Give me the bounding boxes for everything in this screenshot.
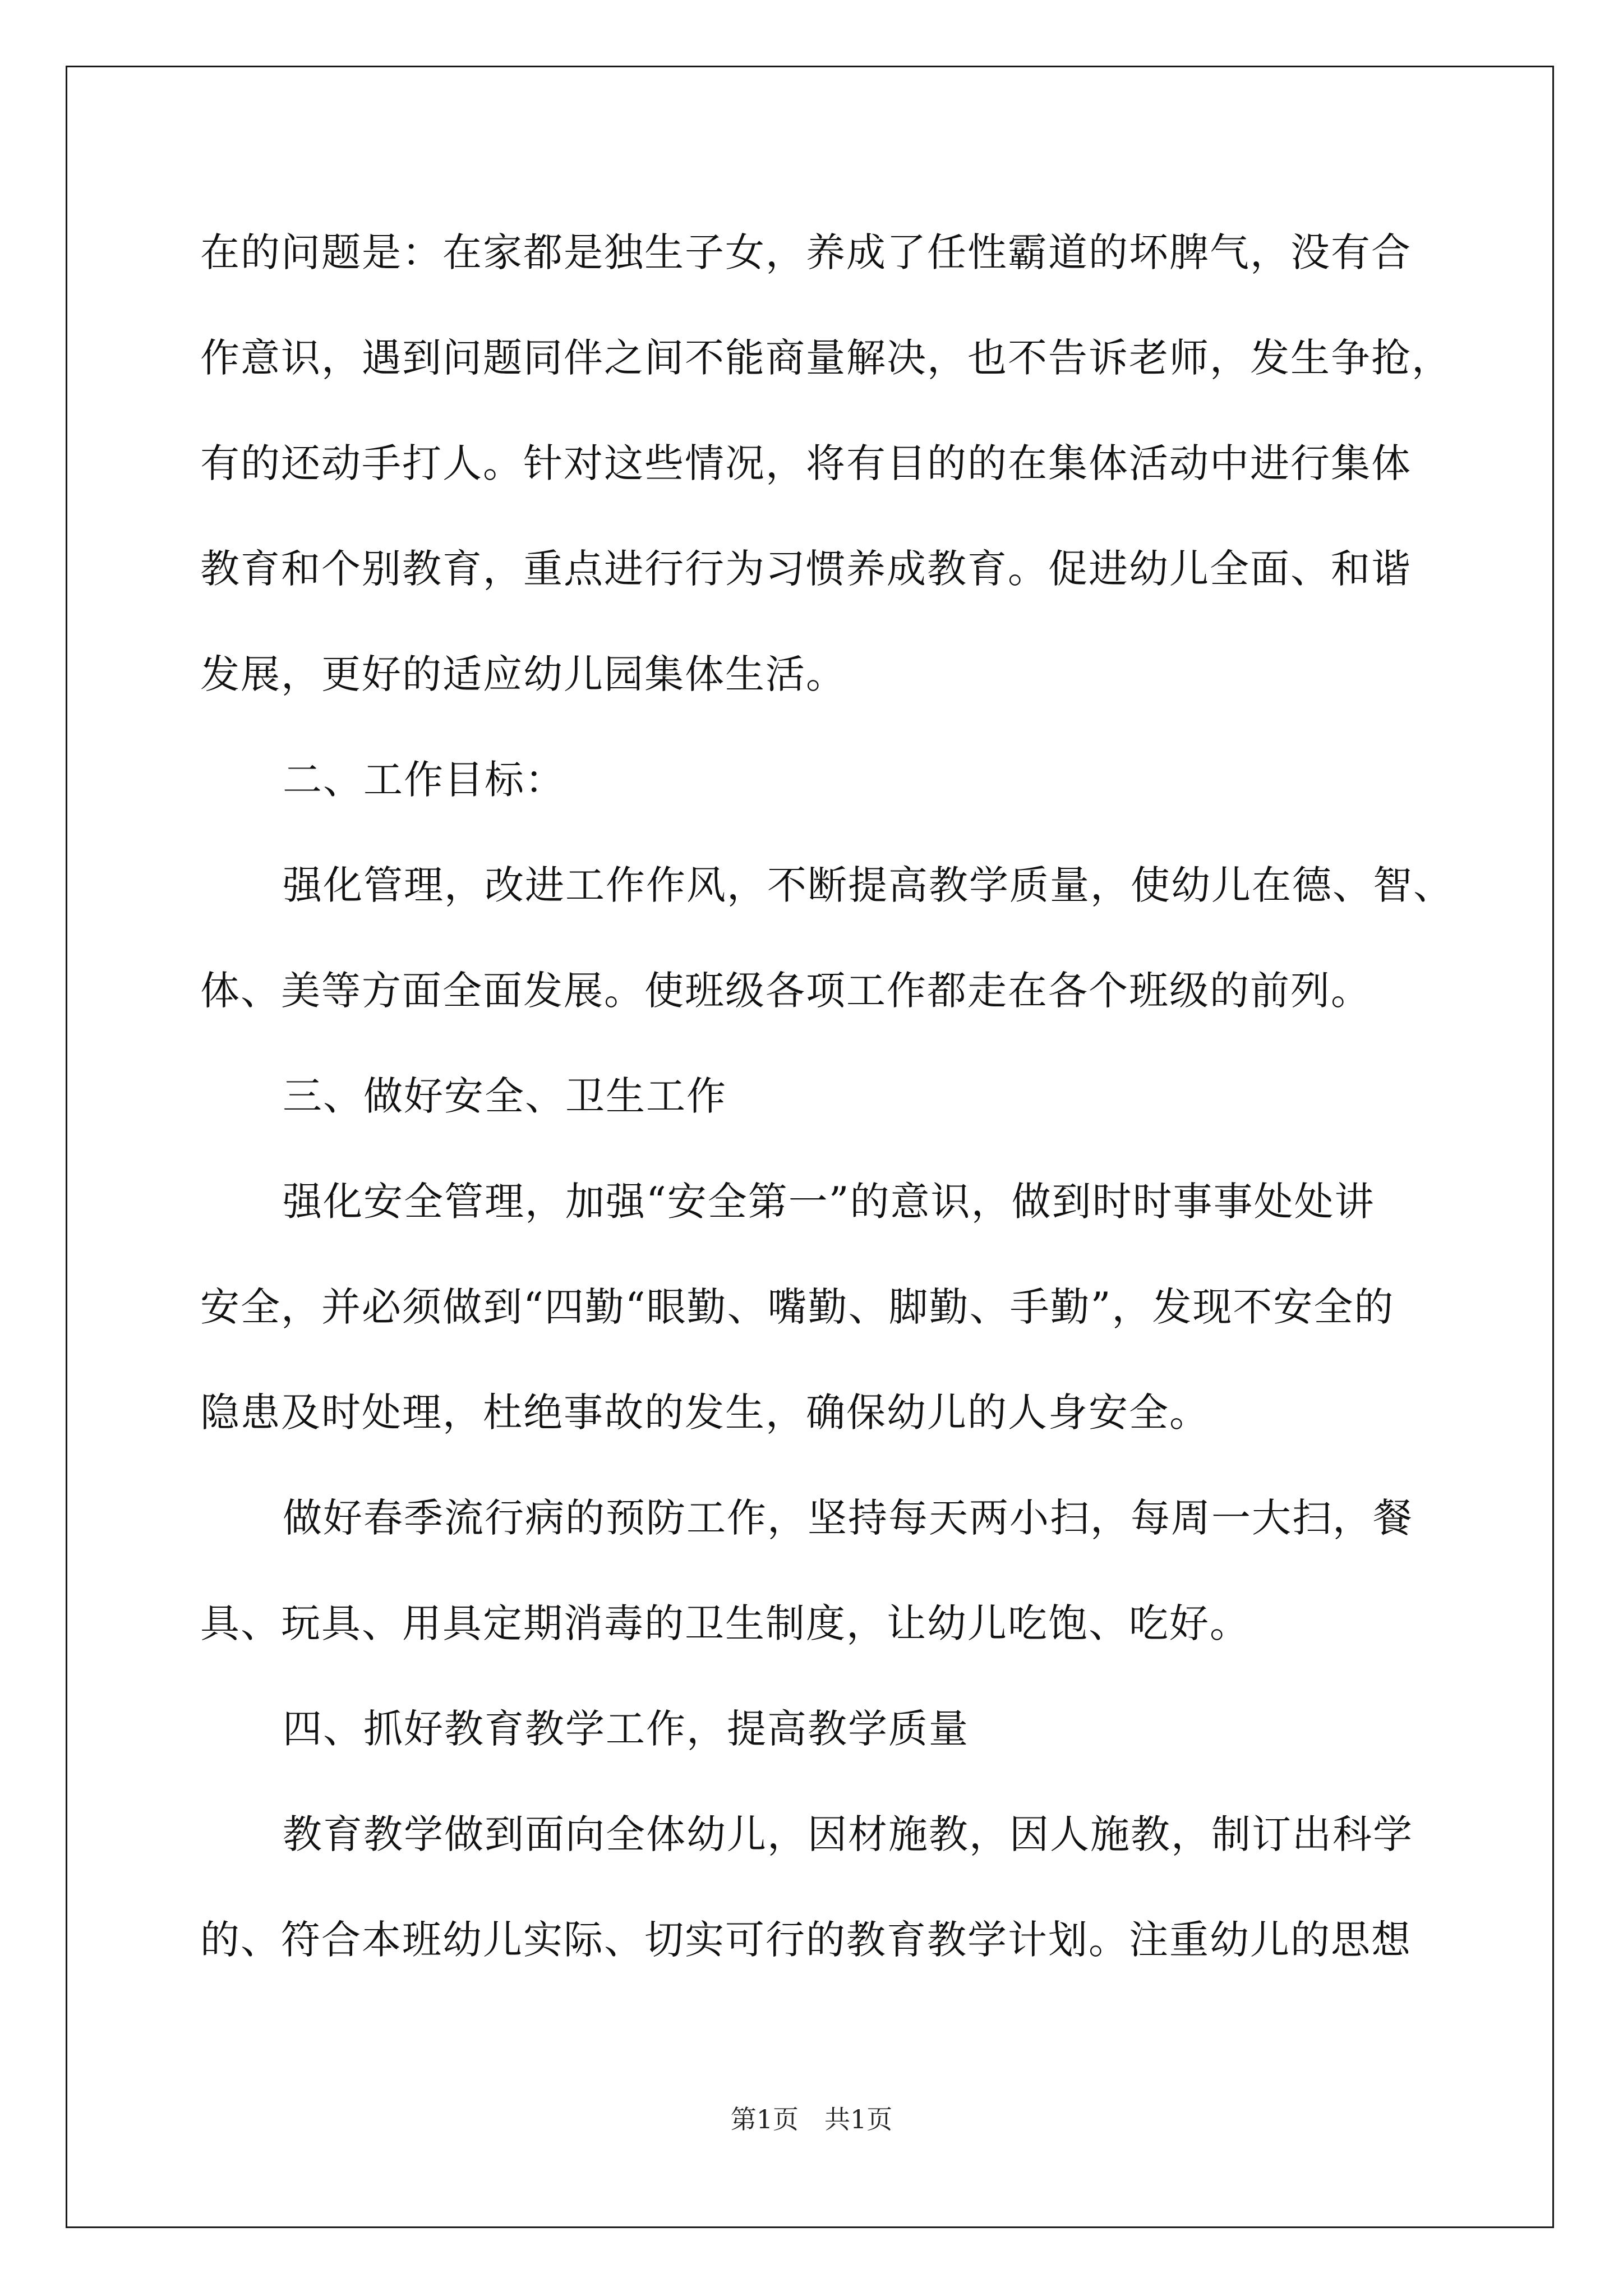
- text-line: 体、美等方面全面发展。使班级各项工作都走在各个班级的前列。: [200, 968, 1371, 1014]
- page-number: 第1页 共1页: [730, 2104, 893, 2134]
- paragraph-start: 强化管理，改进工作作风，不断提高教学质量，使幼儿在德、智、: [283, 862, 1454, 908]
- document-body: [200, 219, 1454, 2012]
- text-line: 隐患及时处理，杜绝事故的发生，确保幼儿的人身安全。: [200, 1389, 1210, 1435]
- text-line: 作意识，遇到问题同伴之间不能商量解决，也不告诉老师，发生争抢，: [200, 335, 1452, 381]
- paragraph-start: 教育教学做到面向全体幼儿，因材施教，因人施教，制订出科学: [283, 1811, 1413, 1857]
- text-line: 有的还动手打人。针对这些情况，将有目的的在集体活动中进行集体: [200, 440, 1412, 486]
- paragraph-start: 强化安全管理，加强“安全第一”的意识，做到时时事事处处讲: [283, 1179, 1375, 1225]
- text-line: 在的问题是：在家都是独生子女，养成了任性霸道的坏脾气，没有合: [200, 229, 1412, 275]
- section-heading: 四、抓好教育教学工作，提高教学质量: [283, 1706, 969, 1752]
- paragraph-start: 做好春季流行病的预防工作，坚持每天两小扫，每周一大扫，餐: [283, 1495, 1413, 1541]
- section-heading: 二、工作目标：: [283, 757, 565, 803]
- text-line: 的、符合本班幼儿实际、切实可行的教育教学计划。注重幼儿的思想: [200, 1917, 1412, 1963]
- text-line: 安全，并必须做到“四勤“眼勤、嘴勤、脚勤、手勤”，发现不安全的: [200, 1284, 1395, 1330]
- text-line: 教育和个别教育，重点进行行为习惯养成教育。促进幼儿全面、和谐: [200, 546, 1412, 592]
- text-line: 具、玩具、用具定期消毒的卫生制度，让幼儿吃饱、吃好。: [200, 1600, 1250, 1646]
- text-line: 发展，更好的适应幼儿园集体生活。: [200, 651, 846, 697]
- section-heading: 三、做好安全、卫生工作: [283, 1073, 727, 1119]
